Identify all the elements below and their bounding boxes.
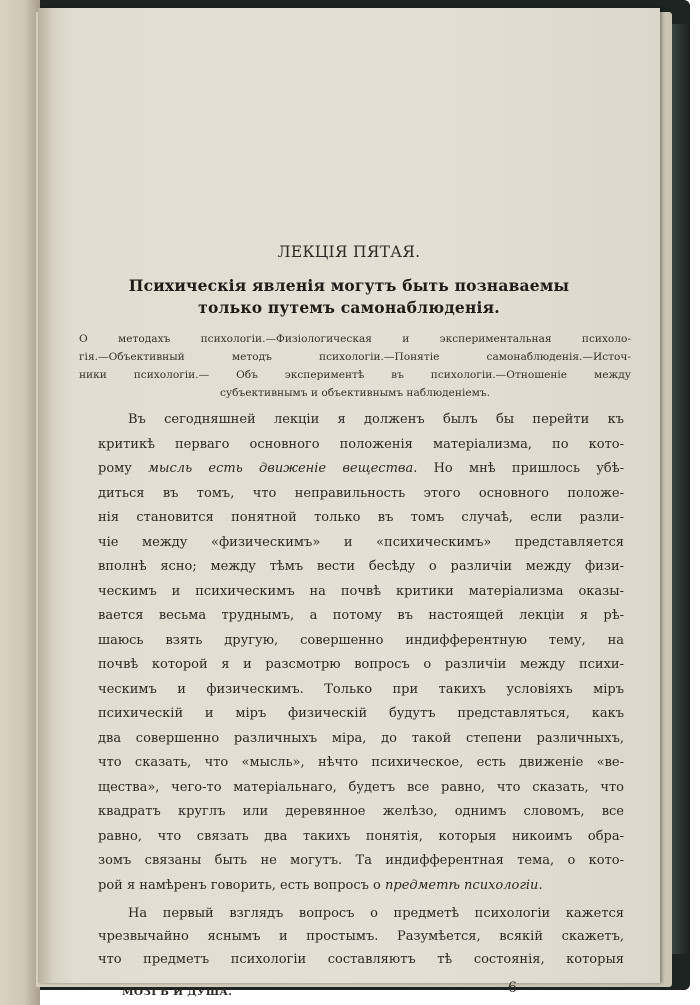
body-line-20-end: . [538,878,543,893]
body-line-18: равно, что связать два такихъ понятiя, которыя никоимъ обра- [98,829,624,844]
chapter-title-line-2: только путемъ самонаблюденiя. [198,298,500,317]
body-line-23: что предметъ психологiи составляютъ тѣ состоянiя, которыя [98,952,624,967]
left-page-edge [0,0,40,1005]
body-line-3 [98,461,624,476]
chapter-title-line-1: Психическiя явленiя могутъ быть познаваемы [128,276,570,295]
body-line-5: нiя становится понятной только въ томъ случаѣ, если разли- [98,510,624,525]
body-line-9: вается весьма труднымъ, а потому въ настоящей лекцiи я рѣ- [98,608,624,623]
body-line-20 [98,878,624,893]
footer-signature: МОЗГЪ И ДУША. [122,986,233,998]
body-line-3-end: . Но мнѣ пришлось убѣ- [413,461,624,476]
body-line-4: диться въ томъ, что неправильность этого основного положе- [98,486,624,501]
body-line-15: что сказать, что «мысль», нѣчто психическое, есть движенiе «ве- [98,755,624,770]
body-line-17: квадратъ круглъ или деревянное желѣзо, однимъ словомъ, все [98,804,624,819]
summary-line-2: гiя.—Объективный методъ психологiи.—Понятiе самонаблюденiя.—Источ- [79,351,631,363]
body-line-12: ческимъ и физическимъ. Только при такихъ условiяхъ мiръ [98,682,624,697]
body-line-8: ческимъ и психическимъ на почвѣ критики матерiализма оказы- [98,584,624,599]
body-line-22: чрезвычайно яснымъ и простымъ. Разумѣется, всякiй скажетъ, [98,929,624,944]
body-line-7: вполнѣ ясно; между тѣмъ вести бесѣду о различiи между физи- [98,559,624,574]
body-line-14: два совершенно различныхъ мiра, до такой степени различныхъ, [98,731,624,746]
body-line-21: На первый взглядъ вопросъ о предметѣ психологiи кажется [128,906,624,921]
summary-line-3: ники психологiи.— Объ экспериментѣ въ психологiи.—Отношенiе между [79,369,631,381]
italic-subject: предметѣ психологiи [385,878,539,893]
italic-thesis: мысль есть движенiе вещества [148,461,414,476]
body-line-2: критикѣ перваго основного положенiя матерiализма, по кото- [98,437,624,452]
body-line-20-start: рой я намѣренъ говорить, есть вопросъ о [98,878,386,893]
body-line-19: зомъ связаны быть не могутъ. Та индифферентная тема, о кото- [98,853,624,868]
summary-line-1: О методахъ психологiи.—Физiологическая и экспериментальная психоло- [79,333,631,345]
body-line-6: чiе между «физическимъ» и «психическимъ» представляется [98,535,624,550]
body-line-11: почвѣ которой я и разсмотрю вопросъ о различiи между психи- [98,657,624,672]
body-line-3-start: рому [98,461,149,476]
page-number: 6 [508,980,517,996]
lecture-heading: ЛЕКЦIЯ ПЯТАЯ. [277,243,421,261]
body-line-10: шаюсь взять другую, совершенно индифферентную тему, на [98,633,624,648]
book-page [38,8,660,998]
body-line-13: психическiй и мiръ физическiй будутъ представляться, какъ [98,706,624,721]
body-line-1: Въ сегодняшней лекцiи я долженъ былъ бы перейти къ [128,412,624,427]
body-line-16: щества», чего-то матерiальнаго, будетъ все равно, что сказать, что [98,780,624,795]
summary-line-4: субъективнымъ и объективнымъ наблюденiемъ. [219,387,490,399]
